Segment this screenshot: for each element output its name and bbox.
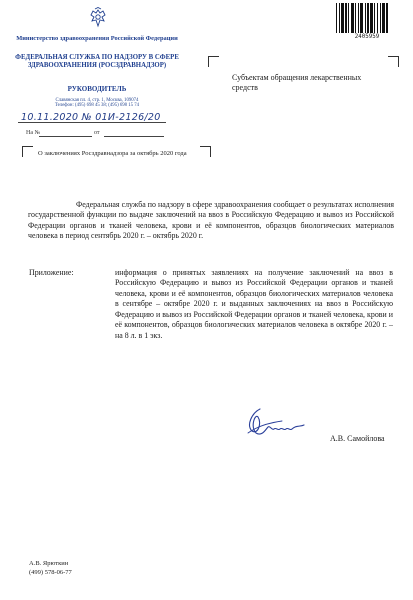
executor-phone: (499) 578-06-77 <box>29 569 72 577</box>
addressee: Субъектам обращения лекарственных средств <box>232 73 362 93</box>
registration-line <box>18 122 166 123</box>
ministry-name: Министерство здравоохранения Российской Федерации <box>16 35 178 42</box>
executor-name: А.В. Ярюткин <box>29 560 69 567</box>
reference-number-label: На № <box>26 130 41 136</box>
reference-date-label: от <box>94 130 100 136</box>
signer-name: А.В. Самойлова <box>330 434 385 443</box>
letter-subject: О заключениях Росздравнадзора за октябрь 2020 года <box>38 150 187 157</box>
subject-bracket-left <box>22 146 33 157</box>
address-line: Славянская пл. 4, стр. 1, Москва, 109074 <box>55 98 139 103</box>
letterhead-address <box>14 98 180 109</box>
reference-date-line <box>104 136 164 137</box>
executor-info <box>29 559 72 577</box>
reference-number-line <box>39 136 92 137</box>
leader-title: РУКОВОДИТЕЛЬ <box>67 85 127 93</box>
attachment-label: Приложение: <box>29 268 74 277</box>
addressee-bracket-left <box>208 56 219 67</box>
handwritten-signature <box>238 403 318 443</box>
addressee-bracket-right <box>388 56 399 67</box>
letter-body: Федеральная служба по надзору в сфере здравоохранения сообщает о результатах исполнения государственной функции по выдаче заключений на ввоз в Российскую Федерацию и вывоз из Российской Федерации органов и тканей человека, крови и её компонентов, образцов биологических материалов человека в период сентябрь 2020 г. – октябрь 2020 г. <box>28 200 394 241</box>
service-name: ФЕДЕРАЛЬНАЯ СЛУЖБА ПО НАДЗОРУ В СФЕРЕ ЗДРАВООХРАНЕНИЯ (РОСЗДРАВНАДЗОР) <box>15 54 179 69</box>
attachment-text: информация о принятых заявлениях на получение заключений на ввоз в Российскую Федерацию и вывоз из Российской Федерации органов и тканей человека, крови и её компонентов, образцов биологических материалов человека в сентябре – октябре 2020 г. и выданных заключениях на ввоз в Российскую Федерацию и вывоз из Российской Федерации органов и тканей человека, крови и её компонентов, образцов биологических материалов человека в октябре 2020 г. – на 8 л. в 1 экз. <box>115 268 393 340</box>
phone-line: Телефон: (495) 698 45 38; (495) 698 15 74 <box>54 103 140 109</box>
barcode <box>336 3 394 33</box>
barcode-number: 2405959 <box>354 34 380 40</box>
registration-date-number: 10.11.2020 № 01И-2126/20 <box>21 112 161 123</box>
coat-of-arms-icon <box>86 6 110 30</box>
